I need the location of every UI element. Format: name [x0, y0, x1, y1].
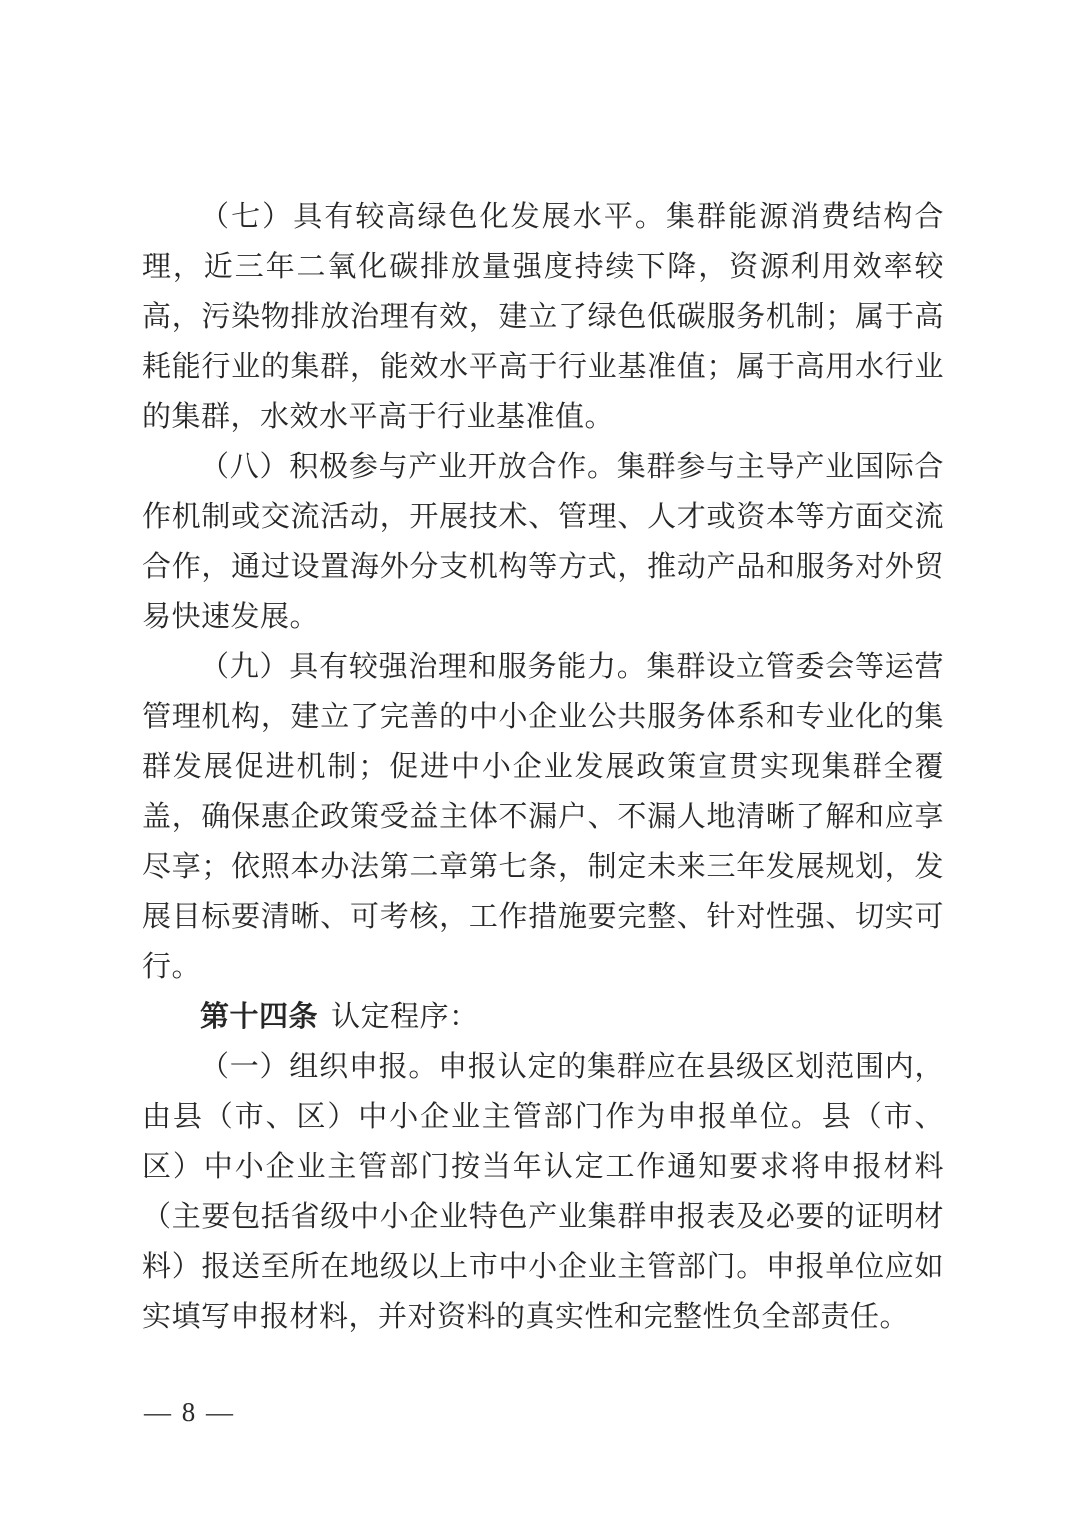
document-body — [142, 192, 944, 1342]
page-footer — [144, 1394, 235, 1430]
article-title: 认定程序： — [331, 1001, 479, 1033]
page-number: — 8 — — [144, 1397, 235, 1427]
paragraph-clause-1: （一）组织申报。申报认定的集群应在县级区划范围内，由县（市、区）中小企业主管部门作为申报单位。县（市、区）中小企业主管部门按当年认定工作通知要求将申报材料（主要包括省级中小企业特色产业集群申报表及必要的证明材料）报送至所在地级以上市中小企业主管部门。申报单位应如实填写申报材料，并对资料的真实性和完整性负全部责任。 — [142, 1051, 944, 1333]
paragraph-clause-8: （八）积极参与产业开放合作。集群参与主导产业国际合作机制或交流活动，开展技术、管理、人才或资本等方面交流合作，通过设置海外分支机构等方式，推动产品和服务对外贸易快速发展。 — [142, 451, 944, 633]
paragraph-clause-9: （九）具有较强治理和服务能力。集群设立管委会等运营管理机构，建立了完善的中小企业公共服务体系和专业化的集群发展促进机制；促进中小企业发展政策宣贯实现集群全覆盖，确保惠企政策受益主体不漏户、不漏人地清晰了解和应享尽享；依照本办法第二章第七条，制定未来三年发展规划，发展目标要清晰、可考核，工作措施要完整、针对性强、切实可行。 — [142, 651, 944, 983]
article-heading — [142, 992, 944, 1042]
article-number: 第十四条 — [200, 1001, 319, 1033]
paragraph-clause-7: （七）具有较高绿色化发展水平。集群能源消费结构合理，近三年二氧化碳排放量强度持续下降，资源利用效率较高，污染物排放治理有效，建立了绿色低碳服务机制；属于高耗能行业的集群，能效水平高于行业基准值；属于高用水行业的集群，水效水平高于行业基准值。 — [142, 201, 944, 433]
